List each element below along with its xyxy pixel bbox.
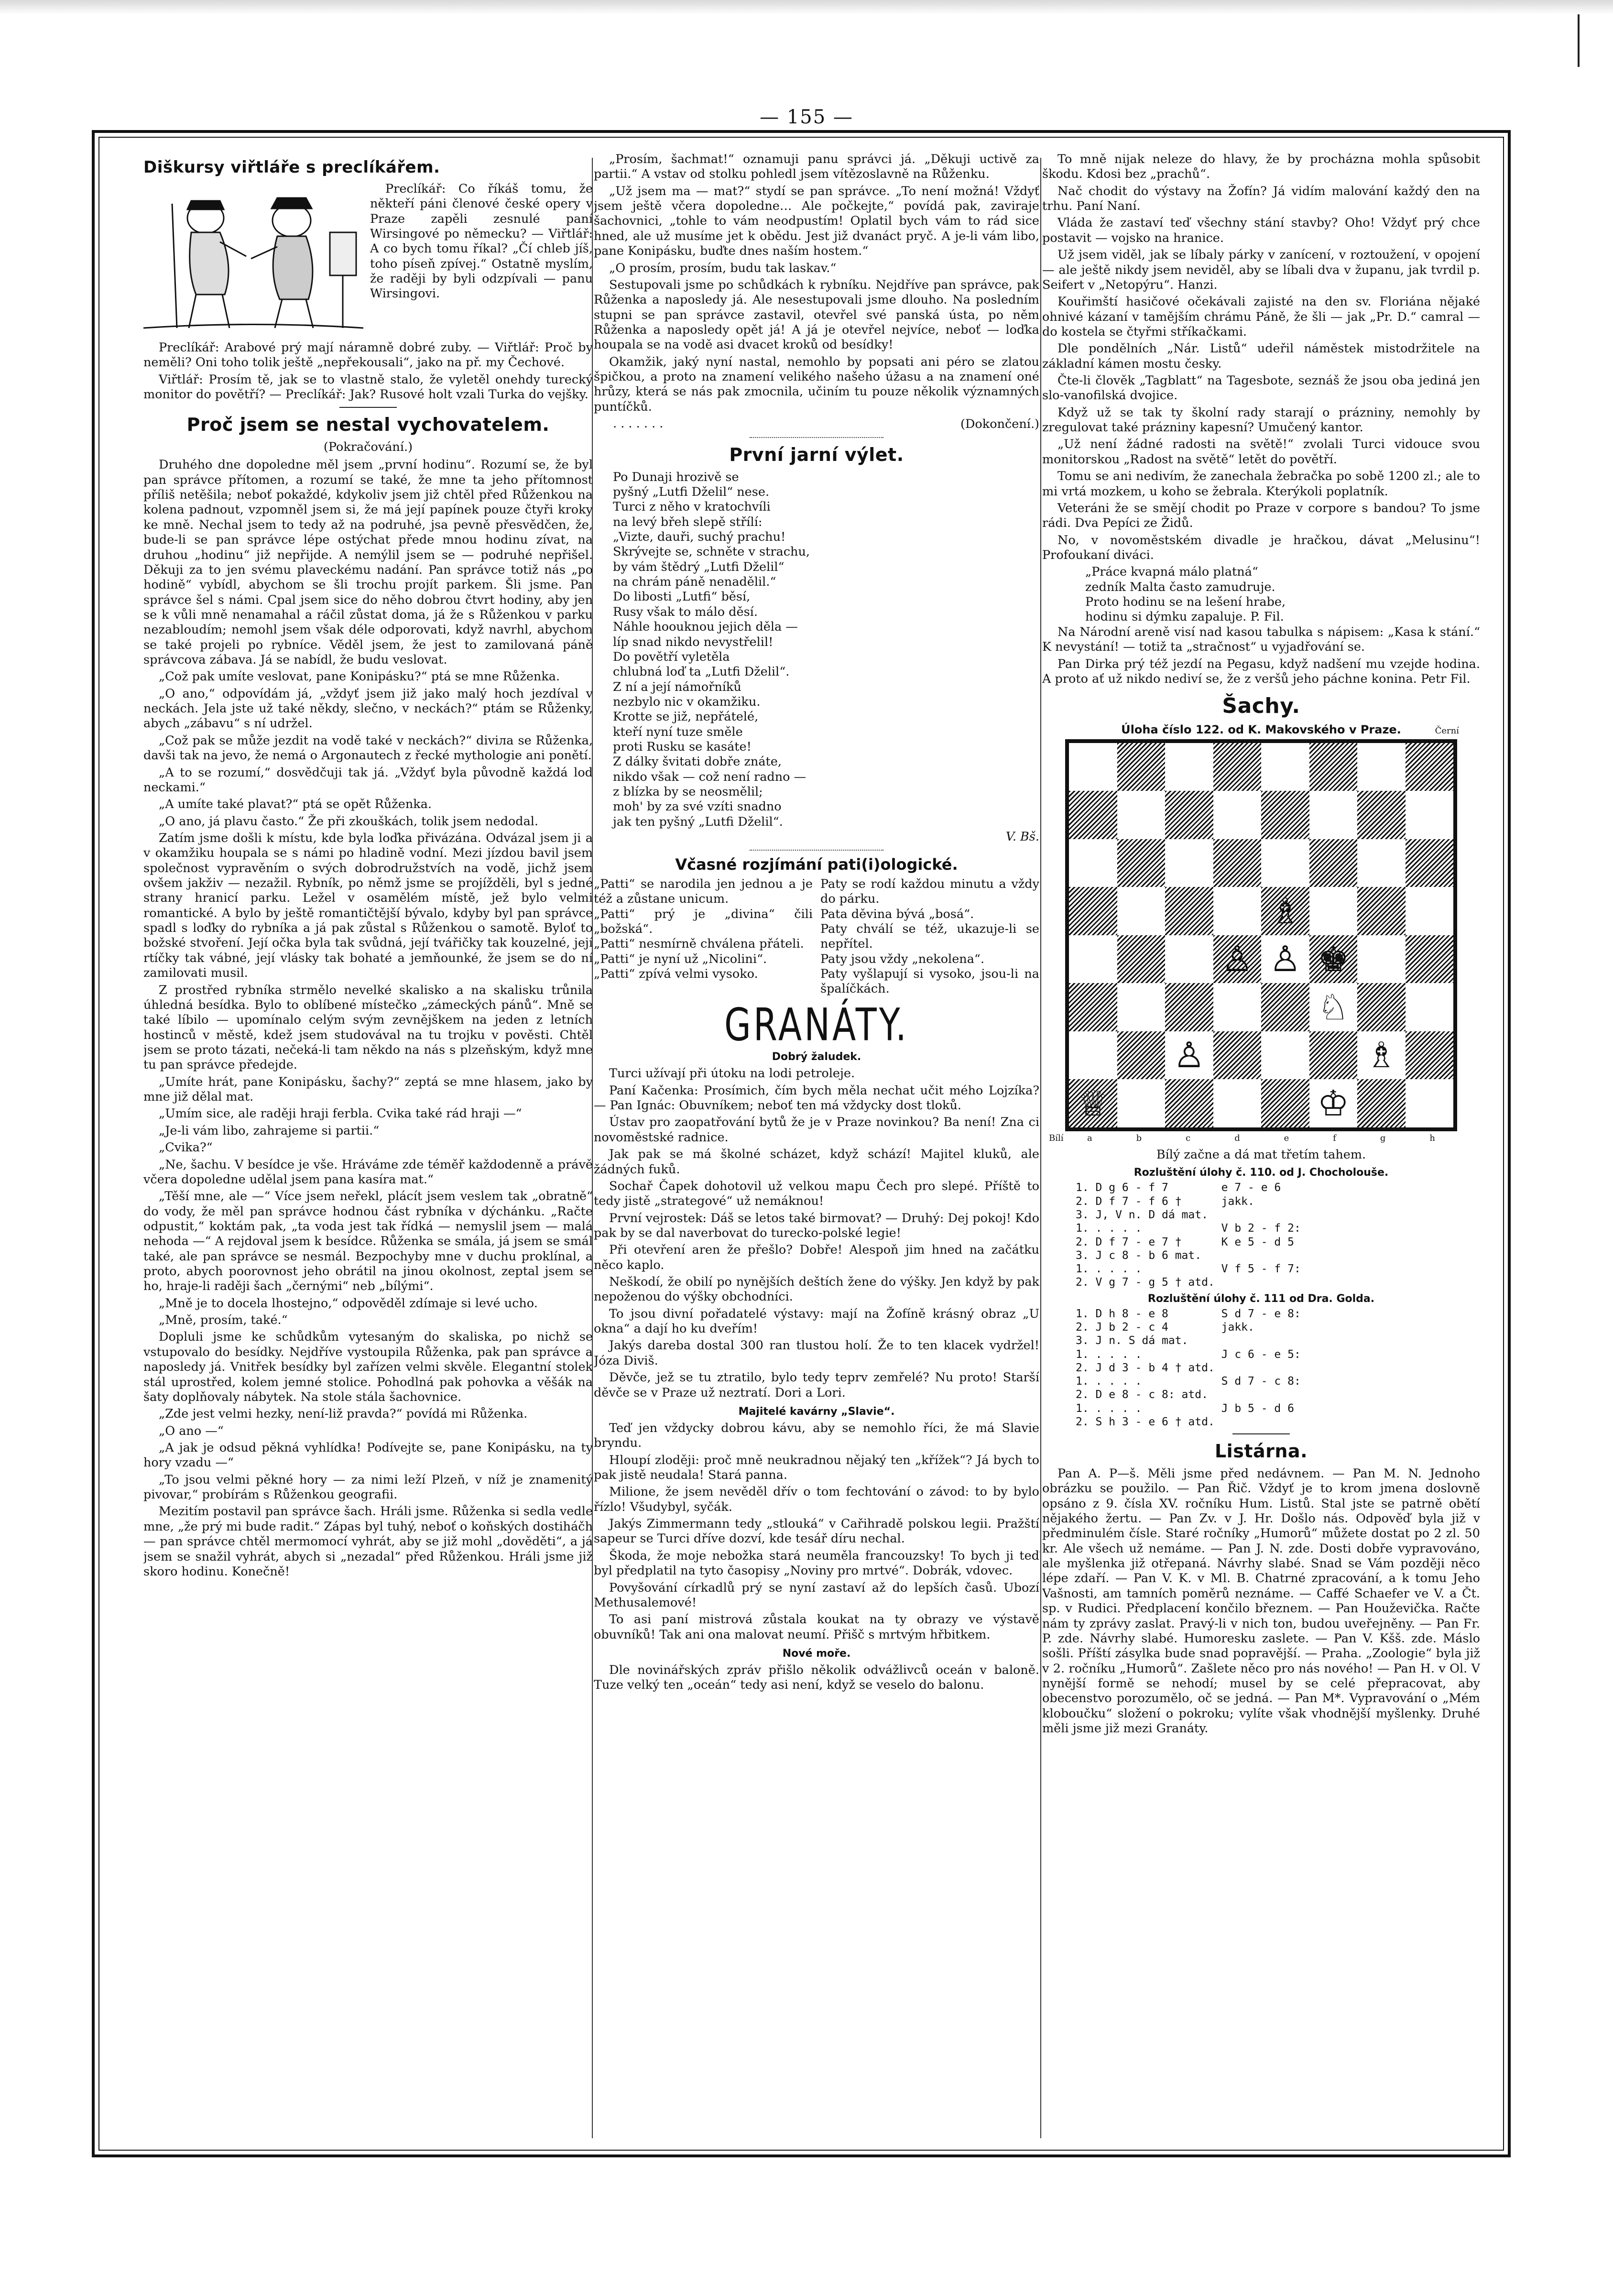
granat-item: Na Národní areně visí nad kasou tabulka s nápisem: „Kasa k stání.“ K nevystání! — totiž ta „stračnost“ u vyjadřování se. <box>1042 624 1480 655</box>
nove-more-text: Dle novinářských zpráv přišlo několik odvážlivců oceán v baloně. Tuze velký ten „oceán“ tedy asi není, když se veselo do balonu. <box>594 1663 1039 1693</box>
two-men-cartoon-icon <box>143 185 363 338</box>
vylet-signature: V. Bš. <box>1005 830 1039 844</box>
vychovatel-para: „Mně je to docela lhostejno,“ odpověděl zdímaje si levé ucho. <box>159 1296 538 1311</box>
board-square <box>1213 1031 1262 1080</box>
board-file-label: e <box>1284 1133 1289 1143</box>
board-square <box>1261 791 1309 839</box>
board-file-label: c <box>1186 1133 1191 1143</box>
granat-item: Ústav pro zaopatřování bytů že je v Praze novinkou? Ba není! Zna ci novoměstské radnice. <box>594 1115 1039 1145</box>
granat-item: Děvče, jež se tu ztratilo, bylo tedy teprv zemřelé? Nu proto! Starší děvče se v Praze už neztratí. Dori a Lori. <box>594 1370 1039 1400</box>
poem-line: „Práce kvapná málo platná“ <box>1085 565 1258 579</box>
dobry-zaludek-title: Dobrý žaludek. <box>772 1051 861 1063</box>
granat-item: To mně nijak neleze do hlavy, že by procházna mohla spůsobit škodu. Kdosi bez „prachů“. <box>1042 152 1480 182</box>
board-square <box>1165 887 1213 935</box>
granat-item: Při otevření aren že přešlo? Dobře! Alespoň jim hned na začátku něco kaplo. <box>594 1243 1039 1272</box>
board-square <box>1261 1079 1309 1127</box>
poem-line: chlubná loď ta „Lutfi Dželil“. <box>613 665 790 679</box>
solution-line: 1. . . . . V b 2 - f 2: <box>1076 1222 1301 1235</box>
board-square <box>1406 983 1454 1031</box>
section-rule <box>339 407 397 408</box>
white-bishop-icon: ♗ <box>1365 1035 1397 1076</box>
board-square <box>1165 983 1213 1031</box>
kavarna-title: Majitelé kavárny „Slavie“. <box>738 1405 895 1418</box>
board-square <box>1165 791 1213 839</box>
board-square <box>1357 743 1406 791</box>
vylet-poem <box>613 470 1039 830</box>
board-file-label: a <box>1087 1133 1092 1143</box>
uloha-title: Úloha číslo 122. od K. Makovského v Praze. <box>1121 723 1401 737</box>
granat-item: To asi paní mistrová zůstala koukat na ty obrazy ve výstavě obuvníků! Tak ani ona malovat neumí. Přišč s mrtvým hřbitkem. <box>594 1612 1039 1642</box>
board-square <box>1357 791 1406 839</box>
white-king-icon: ♔ <box>1317 1082 1349 1124</box>
granat-item: Jakýs Zimmermann tedy „stlouká“ v Cařihradě polskou legii. Pražští sapeur se Turci dříve dozví, kde tesář díru nechal. <box>594 1517 1039 1546</box>
vychovatel-para: „A umíte také plavat?“ ptá se opět Růženka. <box>159 797 432 812</box>
solution-line: 2. D f 7 - f 6 † jakk. <box>1076 1195 1254 1208</box>
white-pawn-icon: ♙ <box>1221 939 1253 980</box>
cartoon-illustration <box>143 185 363 338</box>
white-bishop-icon: ♗ <box>1269 890 1301 932</box>
board-caption: Bílý začne a dá mat třetím tahem. <box>1156 1147 1366 1162</box>
board-square <box>1213 1079 1262 1127</box>
vychovatel-para: „O ano, já plavu často.“ Že při zkouškách, tolik jsem nedodal. <box>159 814 539 829</box>
vychovatel-para: „Ne, šachu. V besídce je vše. Hráváme zde téměř každodenně a právě včera dopoledne udělal jsem pana kasíra mat.“ <box>143 1157 593 1187</box>
board-square <box>1069 839 1117 887</box>
white-pawn-icon: ♙ <box>1269 939 1301 980</box>
poem-line: „Vizte, dauři, suchý prachu! <box>613 530 786 544</box>
board-square <box>1213 791 1262 839</box>
board-square <box>1357 1079 1406 1127</box>
granat-item: Teď jen vždycky dobrou kávu, aby se nemohlo říci, že má Slavie bryndu. <box>594 1421 1039 1451</box>
vcasne-title: Včasné rozjímání pati(i)ologické. <box>675 855 958 874</box>
solution-line: 1. . . . . J b 5 - d 6 <box>1076 1402 1294 1415</box>
section-rule <box>1232 1433 1290 1434</box>
board-square <box>1213 743 1262 791</box>
board-file-label: b <box>1136 1133 1142 1143</box>
board-square <box>1261 1031 1309 1080</box>
board-square <box>1213 887 1262 935</box>
board-square <box>1069 935 1117 984</box>
board-square <box>1406 887 1454 935</box>
poem-line: Turci z něho v kratochvíli <box>613 500 771 514</box>
vychovatel-para: „Umím sice, ale raději hraji ferbla. Cvika také rád hraji —“ <box>159 1106 522 1121</box>
board-square <box>1357 887 1406 935</box>
solution-line: 3. J, V n. D dá mat. <box>1076 1208 1208 1221</box>
granat-item: Kouřimští hasičové očekávali zajisté na den sv. Floriána nějaké ohnivé kázaní v tamějším chrámu Páně, že šli — jak „Pr. D.“ camral — do kostela se čtyřmi stříkačkami. <box>1042 295 1480 339</box>
story-cont-para: „Už jsem ma — mat?“ stydí se pan správce. „To není možná! Vždyť jsem ještě včera dopoledne… Ale počkejte,“ povídá pak, zaviraje šachovnici, „tohle to vám neodpustím! Oplatil bych vám to rád sice hned, ale už musíme jet k obědu. Jest již dvanáct pryč. A je-li vám libo, pane Konipásku, buďte dnes naším hostem.“ <box>594 184 1039 259</box>
rozluseni-111-title: Rozluštění úlohy č. 111 od Dra. Golda. <box>1147 1292 1375 1305</box>
board-square <box>1069 887 1117 935</box>
poem-line: by vám štědrý „Lutfi Dželil“ <box>613 559 785 574</box>
granat-item: Čte-li člověk „Tagblatt“ na Tagesbote, seznáš že jsou oba jediná jen slo-vanofilská dvojice. <box>1042 373 1480 403</box>
column-3 <box>1042 152 1480 2143</box>
board-square <box>1406 791 1454 839</box>
board-square <box>1261 935 1309 984</box>
nove-more-title: Nové moře. <box>782 1648 851 1660</box>
granat-item: To jsou divní pořadatelé výstavy: mají na Žofíně krásný obraz „U okna“ a dají ho ku dveřím! <box>594 1306 1039 1336</box>
granaty-title: GRANÁTY. <box>724 998 909 1051</box>
vychovatel-para: „Je-li vám libo, zahrajeme si partii.“ <box>159 1123 380 1138</box>
vychovatel-para: „To jsou velmi pěkné hory — za nimi leží Plzeň, v níž je znamenitý pivovar,“ probírám s Růženkou geografii. <box>143 1472 593 1502</box>
board-square <box>1309 1031 1358 1080</box>
poem-line: líp snad nikdo nevystřelil! <box>613 634 774 649</box>
board-square <box>1406 743 1454 791</box>
vychovatel-title: Proč jsem se nestal vychovatelem. <box>186 414 550 436</box>
story-cont-para: Okamžik, jaký nyní nastal, nemohlo by popsati ani péro se zlatou špičkou, a proto na znamení velikého našeho úžasu a na znamení oné hrůzy, která se nás pak zmocnila, učiním tu pouze několik významných puntíčků. <box>594 354 1039 414</box>
board-square <box>1165 1031 1213 1080</box>
column-divider-2 <box>1040 158 1041 2138</box>
solution-line: 1. D g 6 - f 7 e 7 - e 6 <box>1076 1181 1281 1194</box>
vychovatel-para: Dopluli jsme ke schůdkům vytesaným do skaliska, po nichž se vstupovalo do besídky. Nejdříve vystoupila Růženka, pak pan správce a naposledy já. Vnitřek besídky byl zařízen velmi skvěle. Elegantní stolek stál uprostřed, kolem jemné stolice. Pohodlná pak pohovka a věšák na šaty doplňovaly nábytek. Na stole stála šachovnice. <box>143 1330 593 1404</box>
rozluseni-111 <box>1076 1307 1480 1429</box>
white-queen-icon: ♕ <box>1077 1082 1109 1124</box>
solution-line: 2. S h 3 - e 6 † atd. <box>1076 1415 1215 1428</box>
board-file-label: g <box>1380 1133 1386 1143</box>
poem-line: nikdo však — což není radno — <box>613 769 806 784</box>
board-square <box>1213 935 1262 984</box>
board-file-label: d <box>1234 1133 1240 1143</box>
granat-item: Dle pondělních „Nár. Listů“ udeřil náměstek mistodržitele na základní kámen mostu česky. <box>1042 341 1480 371</box>
sachy-title: Šachy. <box>1222 694 1300 719</box>
board-square <box>1117 839 1166 887</box>
board-square <box>1357 839 1406 887</box>
board-square <box>1117 743 1166 791</box>
listarna-title: Listárna. <box>1214 1441 1308 1462</box>
chess-board <box>1065 739 1457 1131</box>
board-square <box>1261 983 1309 1031</box>
poem-line: Rusy však to málo děsí. <box>613 604 758 619</box>
board-white-label: Bílí <box>1049 1133 1064 1143</box>
granat-item: „Už není žádné radosti na světě!“ zvolali Turci vidouce svou monitorskou „Radost na světě“ letět do povětří. <box>1042 437 1480 467</box>
board-square <box>1117 983 1166 1031</box>
board-file-label: h <box>1429 1133 1435 1143</box>
vychovatel-para: Mezitím postavil pan správce šach. Hráli jsme. Růženka si sedla vedle mne, „že prý mi bude radit.“ Zápas byl tuhý, neboť o koňských dostiháčh — pan správce chtěl mermomocí vyhrát, aby se již mohl „dověděti“, a já jsem se snažil vyhrát, abych si „nezadal“ před Růženkou. Hráli jsme již skoro hodinu. Konečně! <box>143 1504 593 1579</box>
board-black-label: Černí <box>1435 725 1459 736</box>
scan-edge <box>0 0 1613 14</box>
poem-line: nezbylo nic v okamžiku. <box>613 694 761 709</box>
board-square <box>1165 1079 1213 1127</box>
solution-line: 1. . . . . V f 5 - f 7: <box>1076 1263 1301 1276</box>
board-square <box>1117 1031 1166 1080</box>
frame-corner-mark <box>1578 14 1580 67</box>
listarna-text: Pan A. P—š. Měli jsme před nedávnem. — Pan M. N. Jednoho obrázku se použilo. — Pan Řič. Vždyť je to krom jmena doslovně opsáno z 9. čísla XV. ročníku Hum. Listů. Stal jste se patrně obětí nějakého žertu. — Pan Zv. v J. Hr. Došlo nás. Odpověď byla již v předminulém čísle. Staré ročníky „Humorů“ můžete dostat po 2 zl. 50 kr. Ale všech už nemáme. — Pan J. N. zde. Dosti dobře vypravováno, ale myšlenka již otřepaná. Návrhy slabé. Snad se Vám později něco lépe zdaří. — Pan V. K. v Ml. B. Chatrné zpracování, a k tomu Jeho Vašnosti, am tamních poměrů neznáme. — Caffé Schaefer ve V. a Čt. sp. v Rudici. Předplacení končilo březnem. — Pan Houževička. Račte nám ty zprávy zaslat. Pravý-li v nich ton, budou uveřejněny. — Pan Fr. P. zde. Návrhy slabé. Humoresku zaslete. — Pan V. Kšš. zde. Máslo sošli. Příští zásylka bude snad popravější. — Praha. „Zoologie“ byla již v 2. ročníku „Humorů“. Zašlete něco pro nás nového! — Pan H. v Ol. V nynější formě se nehodí; musel by se celé přepracovat, aby obecenstvo porozumělo, oč se jedná. — Pan M*. Vypravování o „Mém kloboučku“ složení o pokroku; vylíte však vhodnější myšlenky. Druhé měli jsme již mezi Granáty. <box>1042 1466 1480 1736</box>
granat-item: Paní Kačenka: Prosímich, čím bych měla nechat učit mého Lojzíka? — Pan Ignác: Obuvníkem; neboť ten má vždycky dost tloků. <box>594 1083 1039 1113</box>
section-rule <box>750 850 883 851</box>
granat-item: Jakýs dareba dostal 300 ran tlustou holí. Že to ten klacek vydržel! Józa Diviš. <box>594 1338 1039 1368</box>
rozluseni-110-title: Rozluštění úlohy č. 110. od J. Chocholouše. <box>1133 1167 1389 1179</box>
vychovatel-para: Zatím jsme došli k místu, kde byla loďka přivázána. Odvázal jsem ji a v okamžiku houpala se s námi po hladině vodní. Mezi jízdou bavil jsem společnost vypravěním o svých dobrodružstvích na vodě, jichž jsem ovšem jakživ — nezažil. Rybník, po němž jsme se projížděli, byl s jedné strany hranicí parku. Ležel v osamělém místě, jež bylo velmi romantické. A bylo by ještě romantičtější bývalo, kdyby byl pan správce spadl s loďky do rybníka a já pak zůstal s Růženkou o samotě. Byloť to božské stvoření. Její očka byla tak svůdná, její tvářičky tak kouzelné, její rtíčky tak vábné, její vlásky tak bohaté a jemňounké, že jsem se do ní zamilovati musil. <box>143 831 593 981</box>
column-2 <box>594 152 1039 2143</box>
rozluseni-110 <box>1076 1181 1480 1289</box>
vychovatel-para: „O ano,“ odpovídám já, „vždyť jsem již jako malý hoch jezdíval v neckách. Jela jste už také někdy, slečno, v neckách?“ ptám se Růženky, abych „zábavu“ s ní udržel. <box>143 686 593 731</box>
vychovatel-para: „Mně, prosím, také.“ <box>159 1313 288 1328</box>
vcasne-right: Paty se rodí každou minutu a vždy do párku. Pata děvina bývá „bosá“. Paty chválí se též, ukazuje-li se nepřítel. Paty jsou vždy „nekolena“. Paty vyšlapují si vysoko, jsou-li na špalíčkách. <box>820 876 1039 996</box>
granat-item: Tomu se ani nedivím, že zanechala žebračka po sobě 1200 zl.; ale to mi vrtá mozkem, u koho se žebrala. Kterýkoli poplatník. <box>1042 469 1480 499</box>
board-square <box>1069 743 1117 791</box>
solution-line: 1. . . . . J c 6 - e 5: <box>1076 1348 1301 1361</box>
granat-item: Neškodí, že obilí po nynějších deštích žene do výšky. Jen když by pak nepoženou do výšky obchodníci. <box>594 1275 1039 1304</box>
board-square <box>1309 935 1358 984</box>
diskursy-p2: Preclíkář: Arabové prý mají náramně dobré zuby. — Viřtlář: Proč by neměli? Oni toho tolik ještě „nepřekousali“, jako na př. my Čechové. <box>143 340 593 370</box>
board-square <box>1309 983 1358 1031</box>
board-square <box>1069 791 1117 839</box>
board-square <box>1309 839 1358 887</box>
solution-line: 2. J d 3 - b 4 † atd. <box>1076 1361 1215 1374</box>
board-square <box>1357 983 1406 1031</box>
vychovatel-para: „Cvika?“ <box>159 1140 213 1155</box>
vcasne-left: „Patti“ se narodila jen jednou a je též a zůstane unicum. „Patti“ prý je „divina“ čili „božská“. „Patti“ nesmírně chválena přáteli. „Patti“ je nyní už „Nicolini“. „Patti“ zpívá velmi vysoko. <box>594 876 813 982</box>
granat-item: Hloupí zloději: proč mně neukradnou nějaký ten „křížek“? Já bych to pak jistě neudala! Stará panna. <box>594 1453 1039 1483</box>
board-files <box>1049 1133 1457 1144</box>
vychovatel-para: „Těší mne, ale —“ Více jsem neřekl, plácít jsem veslem tak „obratně“ do vody, že měl pan správce hodnou část rybníka v dýchánku. „Račte odpustit,“ koktám pak, „ta voda jest tak řídká — nemyslil jsem — malá nehoda —“ A rejdoval jsem k besídce. Růženka se smála, já jsem se smál také, ale pan správce se nesmál. Bezpochyby mne v duchu proklínal, a proto, abych poorovnost jeho obrátil na jinou okolnost, zeptal jsem se ho, hraje-li raději šach „černými“ neb „bílými“. <box>143 1189 593 1294</box>
granat-item: Když už se tak ty školní rady starají o prázniny, nemohly by zregulovat také prázniny kapesní? Umučený kantor. <box>1042 405 1480 435</box>
poem-line: Z dálky švitati dobře znáte, <box>613 754 782 769</box>
page-number: — 155 — <box>760 106 853 128</box>
board-square <box>1165 743 1213 791</box>
poem-line: hodinu si dýmku zapaluje. P. Fil. <box>1085 610 1284 624</box>
board-square <box>1406 839 1454 887</box>
board-square <box>1261 839 1309 887</box>
solution-line: 2. D e 8 - c 8: atd. <box>1076 1389 1208 1401</box>
granat-item: Povyšování církadlů prý se nyní zastaví až do lepších časů. Ubozí Methusalemové! <box>594 1580 1039 1610</box>
vychovatel-para: „Což pak umíte veslovat, pane Konipásku?“ ptá se mne Růženka. <box>159 669 560 684</box>
poem-line: na levý břeh slepě střílí: <box>613 514 763 529</box>
board-square <box>1309 1079 1358 1127</box>
malta-poem <box>1085 565 1480 624</box>
vychovatel-para: „Zde jest velmi hezky, není-liž pravda?“ povídá mi Růženka. <box>159 1407 528 1421</box>
solution-line: 2. V g 7 - g 5 † atd. <box>1076 1276 1215 1289</box>
board-square <box>1213 839 1262 887</box>
vylet-title: První jarní výlet. <box>729 444 904 465</box>
board-square <box>1309 887 1358 935</box>
granat-item: Škoda, že moje nebožka stará neumělа francouzsky! To bych ji teď byl předplatil na tyto časopisy „Noviny pro mrtvé“. Dobrák, vdovec. <box>594 1548 1039 1578</box>
granat-item: Milione, že jsem nevěděl dřív o tom fechtování o závod: to by bylo řízlo! Všudybyl, syčák. <box>594 1485 1039 1514</box>
board-square <box>1165 839 1213 887</box>
board-square <box>1069 1079 1117 1127</box>
granat-item: Turci užívají při útoku na lodi petroleje. <box>609 1066 855 1081</box>
vychovatel-para: „A to se rozumí,“ dosvědčuji tak já. „Vždyť byla původně každá loď neckami.“ <box>143 765 593 795</box>
white-knight-icon: ♘ <box>1317 986 1349 1028</box>
granat-item: Veteráni že se smějí chodit po Praze v corpore s bandou? To jsme rádi. Dva Pepíci ze Židů. <box>1042 501 1480 531</box>
poem-line: kteří nyní tuze směle <box>613 724 743 739</box>
story-continuation: (Dokončení.) <box>960 417 1039 432</box>
board-square <box>1117 791 1166 839</box>
poem-line: Náhle hoouknou jejich děla — <box>613 620 798 634</box>
solution-line: 3. J n. S dá mat. <box>1076 1334 1188 1347</box>
poem-line: Proto hodinu se na lešení hrabe, <box>1085 595 1286 610</box>
granat-item: Sochař Čapek dohotovil už velkou mapu Čech pro slepé. Příště to tedy jistě „strategové“ už nemáknou! <box>594 1179 1039 1209</box>
board-square <box>1309 743 1358 791</box>
board-square <box>1069 983 1117 1031</box>
board-square <box>1357 935 1406 984</box>
vychovatel-subtitle: (Pokračování.) <box>323 439 413 454</box>
board-square <box>1117 935 1166 984</box>
board-square <box>1406 1079 1454 1127</box>
poem-line: Skrývejte se, schněte v strachu, <box>613 545 810 559</box>
poem-line: Do povětří vyletěla <box>613 649 730 664</box>
poem-line: Z ní a její námořníků <box>613 679 741 694</box>
vychovatel-para: Druhého dne dopoledne měl jsem „první hodinu“. Rozumí se, že byl pan správce přítomen, a rozumí se také, že mne ta jeho přítomnost příliš netěšila; neboť pokaždé, kdykoliv jsem již chtěl před Růženkou na kolena padnout, vzpomněl jsem si, že má její papínek pouze čtyři kroky ke mně. Nechal jsem to tedy až na podruhé, jsa pevně přesvědčen, že, bude-li se pan správce lépe ostýchat přede mnou hodinu zívat, na druhou „hodinu“ již nepřijde. A nemýlil jsem se — podruhé nepřišel. Děkuji za to jen svému plaveckému nadání. Pan správce totiž nás „po hodině“ vybídl, abychom se šli trochu projít parkem. Šli jsme. Pan správce šel s námi. Cpal jsem sice do něho dobrou čtvrt hodiny, aby jen se k vůli mně nenamahal a ráčil zůstat doma, já že s Růženkou v parku nezabloudím; nemohl jsem však déle odporovati, když navrhl, abychom se také projeli po rybníce. Věděl jsem, že jest to zamilovaná páně správcova zábava. Já se nabídl, že budu veslovat. <box>143 458 593 667</box>
poem-line: pyšný „Lutfi Dželil“ nese. <box>613 484 770 499</box>
granat-item: Jak pak se má školné scházet, když schází! Majitel kluků, ale žádných fuků. <box>594 1147 1039 1177</box>
board-square <box>1069 1031 1117 1080</box>
poem-line: z blízka by se neosmělil; <box>613 785 763 799</box>
board-square <box>1406 1031 1454 1080</box>
poem-line: Po Dunaji hrozivě se <box>613 470 739 484</box>
diskursy-p1: Preclíkář: Co říkáš tomu, že někteří páni členové české opery v Praze zapěli zesnulé paní Wirsingové po německu? — Viřtlář: A co bych tomu říkal? „Čí chleb jíš, toho píseň zpívej.“ Ostatně myslím, že raději by byli odzpívali — panu Wirsingovi. <box>370 181 593 301</box>
board-square <box>1309 791 1358 839</box>
story-cont-para: „Prosím, šachmat!“ oznamuji panu správci já. „Děkuji uctivě za partii.“ A vstav od stolku pohledl jsem vítězoslavně na Růženku. <box>594 152 1039 182</box>
board-square <box>1117 1079 1166 1127</box>
solution-line: 1. D h 8 - e 8 S d 7 - e 8: <box>1076 1307 1301 1320</box>
black-king-icon: ♚ <box>1317 939 1349 980</box>
story-cont-para: Sestupovali jsme po schůdkách k rybníku. Nejdříve pan správce, pak Růženka a naposledy já. Ale nesestupovali jsme dlouho. Na posledním stupni se pan správce zastavil, otevřel své panská ústa, po něm Růženka a naposledy opět já! A já je otevřel nejvíce, neboť — loďka houpala se na vodě asi dvacet kroků od besídky! <box>594 277 1039 352</box>
board-square <box>1261 743 1309 791</box>
board-square <box>1213 983 1262 1031</box>
granat-item: No, v novoměstském divadle je hračkou, dávat „Melusinu“! Profoukaní diváci. <box>1042 533 1480 562</box>
vcasne-columns <box>594 877 1039 997</box>
board-square <box>1117 887 1166 935</box>
poem-line: moh' by za své vzíti snadno <box>613 799 782 814</box>
granat-item: První vejrostek: Dáš se letos také birmovat? — Druhý: Dej pokoj! Kdo pak by se dal naverbovat do turecko-polské legie! <box>594 1211 1039 1240</box>
vychovatel-para: „O ano —“ <box>159 1423 224 1438</box>
solution-line: 3. J c 8 - b 6 mat. <box>1076 1249 1202 1262</box>
white-pawn-icon: ♙ <box>1173 1035 1205 1076</box>
granat-item: Už jsem viděl, jak se líbaly párky v zanícení, v roztoužení, v opojení — ale ještě nikdy jsem neviděl, aby se líbali dva v županu, jak tvrdil p. Seifert v „Netopýru“. Hanzi. <box>1042 248 1480 292</box>
poem-line: zedník Malta často zamudruje. <box>1085 579 1275 594</box>
board-square <box>1165 935 1213 984</box>
vychovatel-para: Z prostřed rybníka strmělo nevelké skalisko a na skalisku trůnila úhledná besídka. Bylo to oblíbené místečko „zámeckých pánů“. Mně se také líbilo — upomínalo celým svým zevnějškem na jeden z letních hostinců v městě, kdež jsem studovával na tu trojku v pověsti. Chtěl jsem se proto tázati, nečeká-li tam někdo na nás s plzeňským, když mne tu pan správce předejde. <box>143 983 593 1072</box>
poem-line: Krotte se již, nepřátelé, <box>613 710 759 724</box>
board-square <box>1261 887 1309 935</box>
poem-line: proti Rusku se kasáte! <box>613 740 752 754</box>
vychovatel-para: „Což pak se může jezdit na vodě také v neckách?“ diviла se Růženka, davši tak na jevo, že nemá o Argonautech z řecké mythologie ani ponětí. <box>143 733 593 763</box>
board-square <box>1406 935 1454 984</box>
solution-line: 1. . . . . S d 7 - c 8: <box>1076 1375 1301 1388</box>
poem-line: na chrám páně nenadělil.“ <box>613 575 776 590</box>
solution-line: 2. J b 2 - c 4 jakk. <box>1076 1321 1254 1334</box>
granat-item: Pan Dirka prý též jezdí na Pegasu, když nadšení mu vzejde hodina. A proto ať už nikdo nediví se, že z veršů jeho páchne konina. Petr Fil. <box>1042 656 1480 686</box>
granat-item: Nač chodit do výstavy na Žofín? Já vidím malování každý den na trhu. Paní Naní. <box>1042 184 1480 214</box>
column-1 <box>143 152 593 2143</box>
diskursy-p3: Viřtlář: Prosím tě, jak se to vlastně stalo, že vyletěl onehdy turecký monitor do povětří? — Preclíkář: Jak? Rusové holt vzali Turka do vejšky. <box>143 372 593 402</box>
story-dots: . . . . . . . <box>613 416 664 431</box>
poem-line: Do libosti „Lutfi“ běsí, <box>613 590 751 604</box>
vychovatel-para: „A jak je odsud pěkná vyhlídka! Podívejte se, pane Konipásku, na ty hory vzadu —“ <box>143 1440 593 1470</box>
section-rule <box>750 437 883 438</box>
solution-line: 2. D f 7 - e 7 † K e 5 - d 5 <box>1076 1235 1294 1248</box>
diskursy-title: Diškursy viřtláře s preclíkářem. <box>143 158 440 177</box>
granat-item: Vláda že zastaví teď všechny stání stavby? Oho! Vždyť prý chce postavit — vojsko na hranice. <box>1042 216 1480 245</box>
board-file-label: f <box>1333 1133 1336 1143</box>
story-cont-para: „O prosím, prosím, budu tak laskav.“ <box>609 261 837 275</box>
vychovatel-para: „Umíte hrát, pane Konipásku, šachy?“ zeptá se mne hlasem, jako by mne již dělal mat. <box>143 1074 593 1104</box>
poem-line: jak ten pyšný „Lutfi Dželil“. <box>613 814 783 829</box>
board-square <box>1357 1031 1406 1080</box>
